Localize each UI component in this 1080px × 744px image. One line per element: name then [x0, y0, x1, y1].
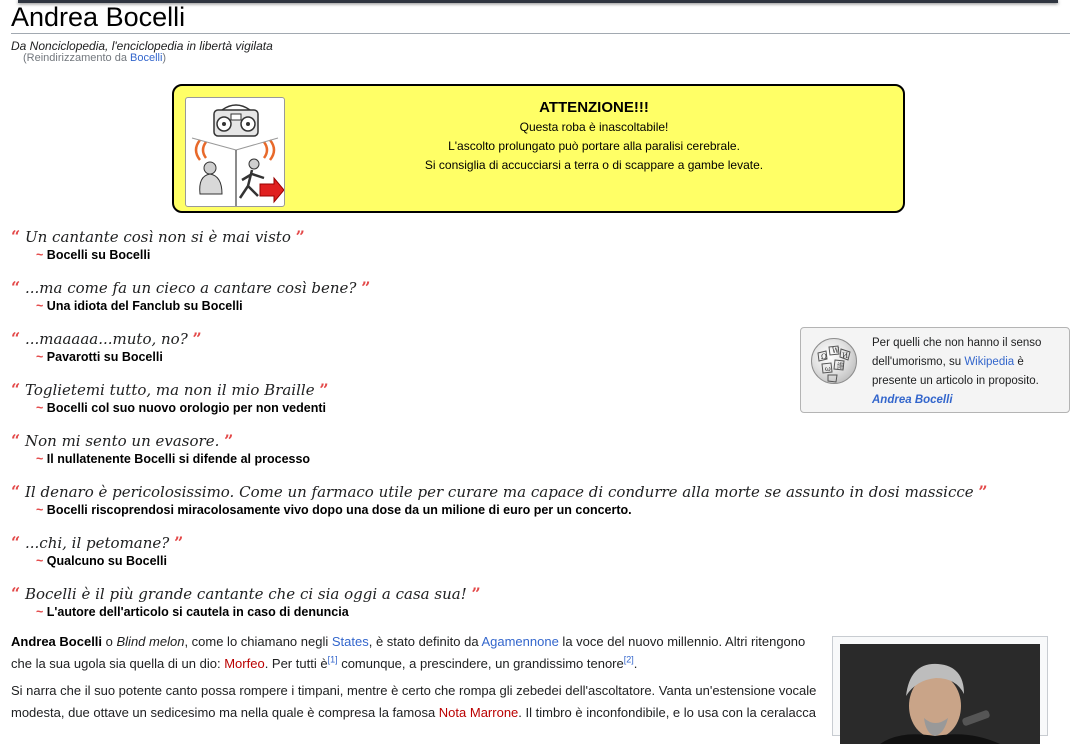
quote-text: Un cantante così non si è mai visto — [24, 228, 291, 246]
quote-item — [11, 481, 1071, 519]
quote-text: Bocelli è il più grande cantante che ci sia oggi a casa sua! — [24, 585, 467, 603]
redirect-notice — [23, 52, 166, 64]
close-quote-icon: ” — [978, 482, 988, 501]
text: o — [102, 634, 117, 649]
quote-item — [11, 532, 891, 570]
site-subtitle: Da Nonciclopedia, l'enciclopedia in libertà vigilata — [11, 39, 273, 53]
subject-name: Andrea Bocelli — [11, 634, 103, 649]
text: Si narra che il suo potente canto possa rompere i timpani, mentre è certo che rompa gli zebedei dell'ascoltatore. Vanta un'estensione vocale modesta, due ottave un sedicesimo ma nella quale è compresa la famosa — [11, 683, 817, 720]
agamennone-link[interactable]: Agamennone — [481, 634, 559, 649]
redirect-link[interactable]: Bocelli — [130, 52, 163, 64]
text: comunque, a prescindere, un grandissimo tenore — [337, 656, 624, 671]
open-quote-icon: “ — [11, 584, 21, 603]
wikipedia-text-1: Per quelli che non hanno il senso dell'umorismo, su — [872, 337, 1042, 368]
quote-text: ...maaaaa...muto, no? — [24, 330, 188, 348]
text: . Per tutti è — [264, 656, 328, 671]
svg-text:ω: ω — [825, 365, 831, 373]
open-quote-icon: “ — [11, 380, 21, 399]
wikipedia-box — [800, 327, 1070, 413]
tilde-mark: ~ — [36, 452, 44, 466]
quote-author: Pavarotti su Bocelli — [46, 350, 163, 364]
warning-text — [334, 98, 854, 175]
text: , come lo chiamano negli — [184, 634, 332, 649]
quote-author: Bocelli su Bocelli — [46, 248, 151, 262]
close-quote-icon: ” — [174, 533, 184, 552]
quote-text: Il denaro è pericolosissimo. Come un farmaco utile per curare ma capace di condurre alla morte se assunto in dosi massicce — [24, 483, 974, 501]
quote-item — [11, 328, 891, 366]
close-quote-icon: ” — [192, 329, 202, 348]
nickname: Blind melon — [116, 634, 185, 649]
open-quote-icon: “ — [11, 278, 21, 297]
quote-item — [11, 583, 891, 621]
open-quote-icon: “ — [11, 431, 21, 450]
svg-text:W: W — [832, 347, 840, 355]
tilde-mark: ~ — [36, 401, 44, 415]
close-quote-icon: ” — [295, 227, 305, 246]
second-paragraph — [11, 680, 823, 724]
open-quote-icon: “ — [11, 533, 21, 552]
quote-author: Bocelli riscoprendosi miracolosamente vivo dopo una dose da un milione di euro per un concerto. — [46, 503, 632, 517]
heading-divider — [11, 33, 1070, 34]
wikipedia-globe-icon — [811, 338, 857, 384]
boombox-escape-icon[interactable] — [185, 97, 285, 207]
quote-item — [11, 277, 891, 315]
tilde-mark: ~ — [36, 350, 44, 364]
warning-title: ATTENZIONE!!! — [539, 99, 649, 116]
svg-text:И: И — [842, 352, 849, 360]
reference-2[interactable]: [2] — [623, 654, 634, 665]
text: . — [633, 656, 638, 671]
close-quote-icon: ” — [319, 380, 329, 399]
close-quote-icon: ” — [471, 584, 481, 603]
quote-author: Il nullatenente Bocelli si difende al processo — [46, 452, 311, 466]
tilde-mark: ~ — [36, 299, 44, 313]
close-quote-icon: ” — [224, 431, 234, 450]
open-quote-icon: “ — [11, 482, 21, 501]
wikipedia-article-link[interactable]: Andrea Bocelli — [872, 394, 953, 406]
tilde-mark: ~ — [36, 554, 44, 568]
warning-line: Si consiglia di accucciarsi a terra o di scappare a gambe levate. — [424, 158, 764, 172]
wikipedia-text-2: è presente un articolo in proposito. — [872, 356, 1039, 387]
quote-text: Toglietemi tutto, ma non il mio Braille — [24, 381, 315, 399]
reference-1[interactable]: [1] — [327, 654, 338, 665]
quote-author: Bocelli col suo nuovo orologio per non vedenti — [46, 401, 326, 415]
quote-author: Qualcuno su Bocelli — [46, 554, 167, 568]
singer-photo — [840, 644, 1040, 744]
warning-line: L'ascolto prolungato può portare alla paralisi cerebrale. — [448, 139, 740, 153]
photo-thumbnail[interactable] — [832, 636, 1048, 736]
quote-text: ...ma come fa un cieco a cantare così bene? — [24, 279, 357, 297]
warning-box — [172, 84, 905, 213]
wikipedia-link[interactable]: Wikipedia — [964, 356, 1015, 368]
tilde-mark: ~ — [36, 248, 44, 262]
tilde-mark: ~ — [36, 605, 44, 619]
svg-text:Ω: Ω — [821, 353, 827, 361]
open-quote-icon: “ — [11, 329, 21, 348]
text: la voce del nuovo millennio. Altri ritengono che la sua ugola sia quella di un dio: — [11, 634, 806, 671]
intro-paragraph — [11, 631, 823, 675]
text: , è stato definito da — [368, 634, 482, 649]
page-title: Andrea Bocelli — [11, 2, 186, 32]
redirect-prefix: (Reindirizzamento da — [23, 52, 130, 64]
warning-line: Questa roba è inascoltabile! — [519, 120, 669, 134]
nota-marrone-link[interactable]: Nota Marrone — [438, 705, 519, 720]
quote-author: L'autore dell'articolo si cautela in caso di denuncia — [46, 605, 349, 619]
quote-text: ...chi, il petomane? — [24, 534, 170, 552]
close-quote-icon: ” — [361, 278, 371, 297]
wikipedia-box-text — [872, 334, 1062, 410]
svg-text:維: 維 — [837, 362, 844, 370]
quote-text: Non mi sento un evasore. — [24, 432, 220, 450]
quote-item — [11, 430, 891, 468]
quote-author: Una idiota del Fanclub su Bocelli — [46, 299, 243, 313]
quote-item — [11, 379, 891, 417]
states-link[interactable]: States — [331, 634, 369, 649]
text: . Il timbro è inconfondibile, e lo usa con la ceralacca — [518, 705, 816, 720]
redirect-suffix: ) — [162, 52, 167, 64]
morfeo-link[interactable]: Morfeo — [224, 656, 265, 671]
open-quote-icon: “ — [11, 227, 21, 246]
quote-item — [11, 226, 891, 264]
tilde-mark: ~ — [36, 503, 44, 517]
